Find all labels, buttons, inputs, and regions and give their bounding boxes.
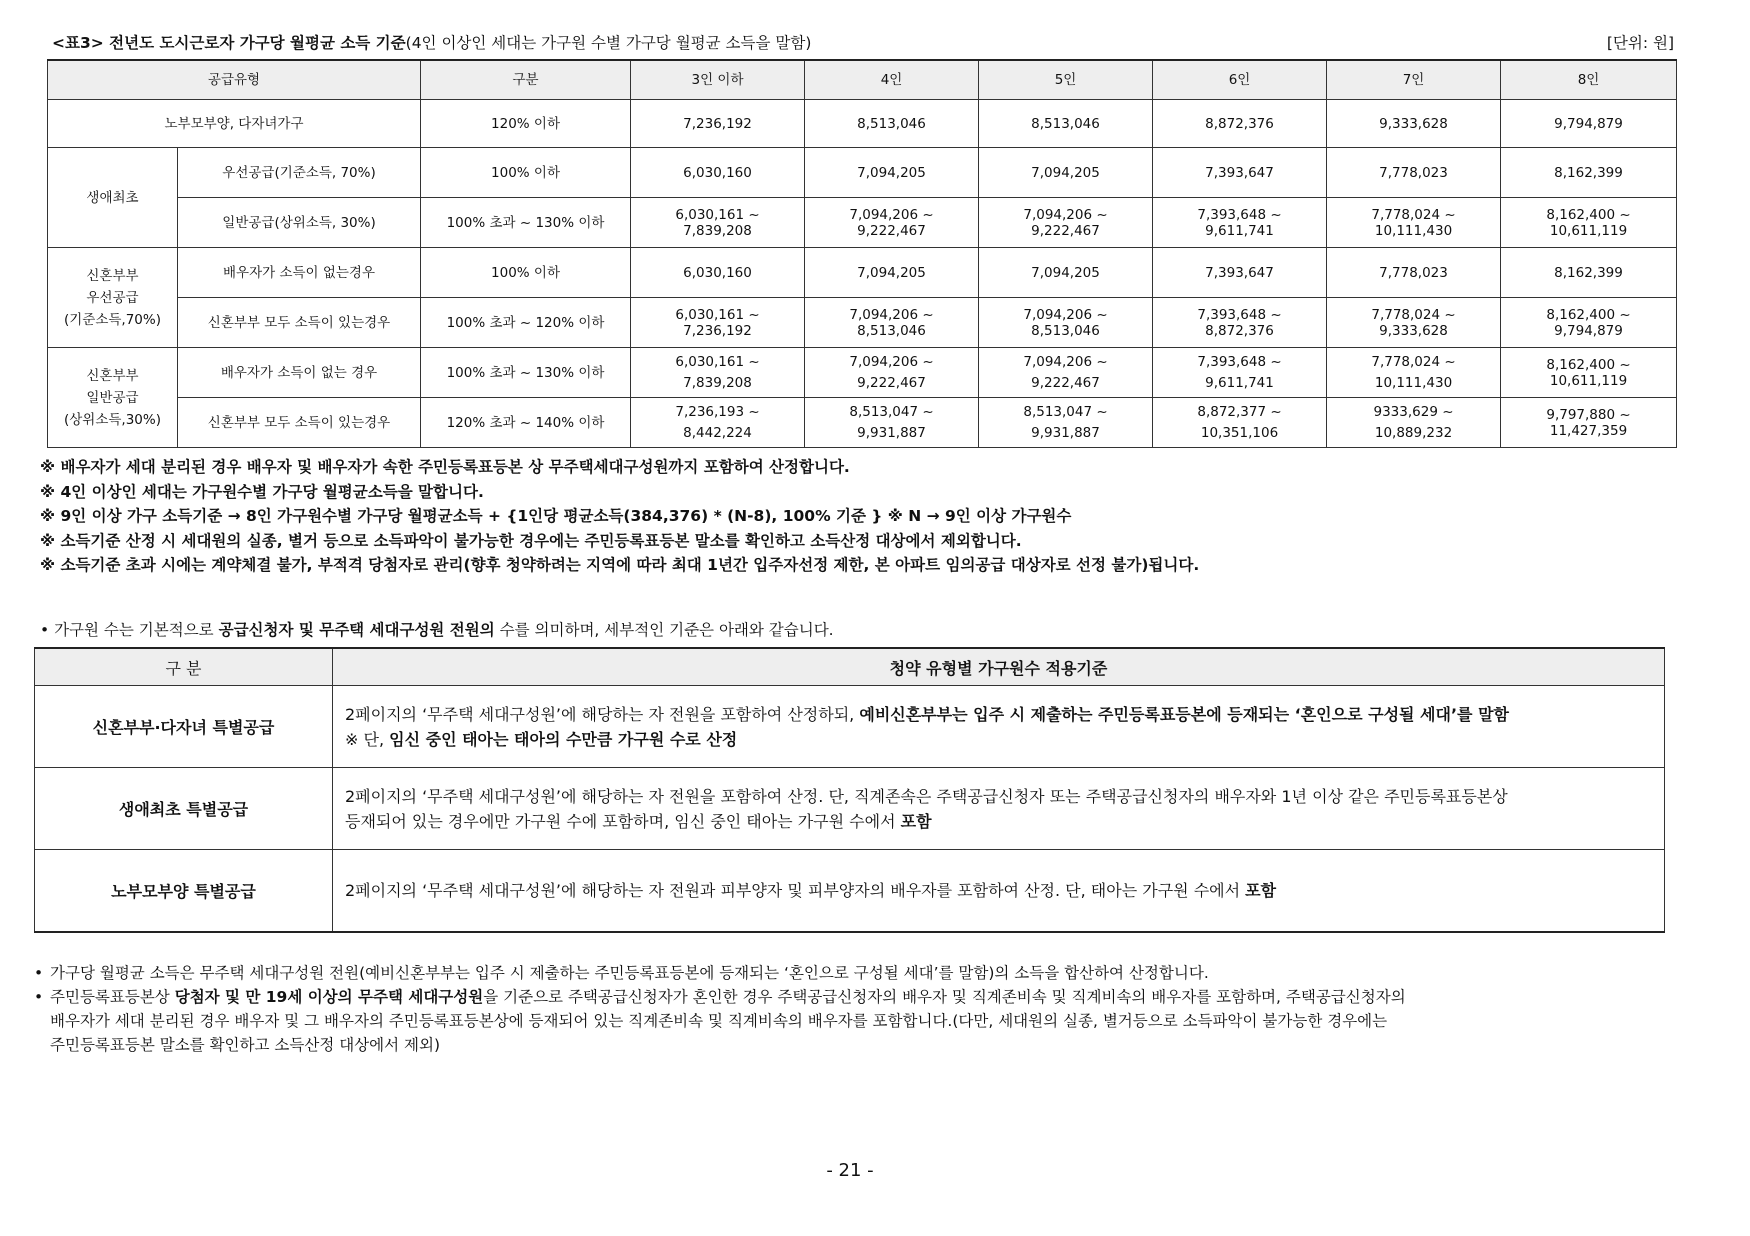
- income-table: [47, 59, 1677, 448]
- range-cell: 9333,629 ~ 10,889,232: [1327, 398, 1501, 448]
- range-cell: 8,162,400 ~ 9,794,879: [1501, 298, 1677, 348]
- category-cell: 생애최초 특별공급: [35, 768, 333, 850]
- value-cell: 7,094,205: [979, 148, 1153, 198]
- table-row: [48, 298, 1677, 348]
- condition-cell: 120% 초과 ~ 140% 이하: [421, 398, 631, 448]
- header-6-persons: 6인: [1153, 60, 1327, 100]
- group-label: 신혼부부 우선공급 (기준소득,70%): [48, 248, 178, 348]
- criteria-cell: 2페이지의 ‘무주택 세대구성원’에 해당하는 자 전원을 포함하여 산정. 단, 직계존속은 주택공급신청자 또는 주택공급신청자의 배우자와 1년 이상 같은 주민등록표등본상 등재되어 있는 경우에만 가구원 수에 포함하며, 임신 중인 태아는 가구원 수에서 포함: [333, 768, 1665, 850]
- criteria-cell: 2페이지의 ‘무주택 세대구성원’에 해당하는 자 전원과 피부양자 및 피부양자의 배우자를 포함하여 산정. 단, 태아는 가구원 수에서 포함: [333, 850, 1665, 932]
- range-cell: 8,162,400 ~ 10,611,119: [1501, 348, 1677, 398]
- range-cell: 7,094,206 ~ 8,513,046: [979, 298, 1153, 348]
- note-line: ※ 4인 이상인 세대는 가구원수별 가구당 월평균소득을 말합니다.: [40, 482, 484, 501]
- value-cell: 7,778,023: [1327, 248, 1501, 298]
- range-cell: 7,094,206 ~ 9,222,467: [805, 348, 979, 398]
- range-cell: 7,094,206 ~ 9,222,467: [805, 198, 979, 248]
- table-row: [48, 248, 1677, 298]
- subtype-cell: 배우자가 소득이 없는경우: [178, 248, 421, 298]
- value-cell: 6,030,160: [631, 248, 805, 298]
- header-7-persons: 7인: [1327, 60, 1501, 100]
- range-cell: 7,778,024 ~ 10,111,430: [1327, 348, 1501, 398]
- group-label: 신혼부부 일반공급 (상위소득,30%): [48, 348, 178, 448]
- bullet-icon: •: [34, 988, 44, 1006]
- header-supply-type: 공급유형: [48, 60, 421, 100]
- household-table-header: [35, 648, 1665, 686]
- header-criteria: 청약 유형별 가구원수 적용기준: [333, 648, 1665, 686]
- household-intro: • 가구원 수는 기본적으로 공급신청자 및 무주택 세대구성원 전원의 수를 의미하며, 세부적인 기준은 아래와 같습니다.: [40, 621, 834, 639]
- header-8-persons: 8인: [1501, 60, 1677, 100]
- bottom-bullets: [34, 961, 1406, 1057]
- condition-cell: 100% 초과 ~ 120% 이하: [421, 298, 631, 348]
- value-cell: 7,094,205: [979, 248, 1153, 298]
- range-cell: 6,030,161 ~ 7,839,208: [631, 348, 805, 398]
- range-cell: 7,393,648 ~ 9,611,741: [1153, 198, 1327, 248]
- bullet-icon: •: [34, 964, 44, 982]
- value-cell: 9,794,879: [1501, 100, 1677, 148]
- table-row: [35, 686, 1665, 768]
- range-cell: 8,162,400 ~ 10,611,119: [1501, 198, 1677, 248]
- subtype-cell: 신혼부부 모두 소득이 있는경우: [178, 398, 421, 448]
- value-cell: 6,030,160: [631, 148, 805, 198]
- range-cell: 8,513,047 ~ 9,931,887: [805, 398, 979, 448]
- value-cell: 7,094,205: [805, 148, 979, 198]
- header-3-persons: 3인 이하: [631, 60, 805, 100]
- table-row: [35, 768, 1665, 850]
- criteria-cell: 2페이지의 ‘무주택 세대구성원’에 해당하는 자 전원을 포함하여 산정하되, 예비신혼부부는 입주 시 제출하는 주민등록표등본에 등재되는 ‘혼인으로 구성될 세대’를 말함 ※ 단, 임신 중인 태아는 태아의 수만큼 가구원 수로 산정: [333, 686, 1665, 768]
- value-cell: 8,513,046: [979, 100, 1153, 148]
- value-cell: 8,513,046: [805, 100, 979, 148]
- condition-cell: 120% 이하: [421, 100, 631, 148]
- table-row: [48, 398, 1677, 448]
- subtype-cell: 일반공급(상위소득, 30%): [178, 198, 421, 248]
- subtype-cell: 신혼부부 모두 소득이 있는경우: [178, 298, 421, 348]
- value-cell: 7,236,192: [631, 100, 805, 148]
- category-cell: 노부모부양 특별공급: [35, 850, 333, 932]
- range-cell: 7,236,193 ~ 8,442,224: [631, 398, 805, 448]
- table3-title: <표3> 전년도 도시근로자 가구당 월평균 소득 기준: [52, 34, 406, 52]
- table-row: [35, 850, 1665, 932]
- page-number: - 21 -: [826, 1160, 874, 1181]
- group-label: 노부모부양, 다자녀가구: [48, 100, 421, 148]
- subtype-cell: 우선공급(기준소득, 70%): [178, 148, 421, 198]
- group-label: 생애최초: [48, 148, 178, 248]
- table3-caption: [52, 32, 1674, 54]
- range-cell: 7,393,648 ~ 8,872,376: [1153, 298, 1327, 348]
- note-line: ※ 소득기준 산정 시 세대원의 실종, 별거 등으로 소득파악이 불가능한 경우에는 주민등록표등본 말소를 확인하고 소득산정 대상에서 제외합니다.: [40, 531, 1022, 550]
- header-category: 구분: [421, 60, 631, 100]
- condition-cell: 100% 이하: [421, 148, 631, 198]
- header-4-persons: 4인: [805, 60, 979, 100]
- table-row: [48, 100, 1677, 148]
- income-table-header: [48, 60, 1677, 100]
- range-cell: 9,797,880 ~ 11,427,359: [1501, 398, 1677, 448]
- condition-cell: 100% 초과 ~ 130% 이하: [421, 198, 631, 248]
- table-row: [48, 198, 1677, 248]
- category-cell: 신혼부부·다자녀 특별공급: [35, 686, 333, 768]
- value-cell: 7,393,647: [1153, 248, 1327, 298]
- header-5-persons: 5인: [979, 60, 1153, 100]
- range-cell: 8,872,377 ~ 10,351,106: [1153, 398, 1327, 448]
- range-cell: 7,094,206 ~ 9,222,467: [979, 198, 1153, 248]
- note-line: ※ 소득기준 초과 시에는 계약체결 불가, 부적격 당첨자로 관리(향후 청약하려는 지역에 따라 최대 1년간 입주자선정 제한, 본 아파트 임의공급 대상자로 선정 불가)됩니다.: [40, 556, 1200, 574]
- value-cell: 8,162,399: [1501, 148, 1677, 198]
- range-cell: 7,393,648 ~ 9,611,741: [1153, 348, 1327, 398]
- bullet-item: • 가구당 월평균 소득은 무주택 세대구성원 전원(예비신혼부부는 입주 시 제출하는 주민등록표등본에 등재되는 ‘혼인으로 구성될 세대’를 말함)의 소득을 합산하여 산정합니다.: [34, 961, 1406, 985]
- condition-cell: 100% 초과 ~ 130% 이하: [421, 348, 631, 398]
- value-cell: 8,872,376: [1153, 100, 1327, 148]
- range-cell: 7,778,024 ~ 9,333,628: [1327, 298, 1501, 348]
- range-cell: 8,513,047 ~ 9,931,887: [979, 398, 1153, 448]
- range-cell: 7,778,024 ~ 10,111,430: [1327, 198, 1501, 248]
- subtype-cell: 배우자가 소득이 없는 경우: [178, 348, 421, 398]
- notes-block: [40, 455, 1199, 578]
- header-division: 구 분: [35, 648, 333, 686]
- table3-unit: [단위: 원]: [1606, 34, 1674, 52]
- value-cell: 7,094,205: [805, 248, 979, 298]
- condition-cell: 100% 이하: [421, 248, 631, 298]
- range-cell: 6,030,161 ~ 7,236,192: [631, 298, 805, 348]
- value-cell: 7,778,023: [1327, 148, 1501, 198]
- household-table: [34, 647, 1665, 933]
- range-cell: 7,094,206 ~ 9,222,467: [979, 348, 1153, 398]
- table3-subtitle: (4인 이상인 세대는 가구원 수별 가구당 월평균 소득을 말함): [405, 34, 812, 52]
- table-row: [48, 348, 1677, 398]
- value-cell: 9,333,628: [1327, 100, 1501, 148]
- value-cell: 7,393,647: [1153, 148, 1327, 198]
- note-line: ※ 배우자가 세대 분리된 경우 배우자 및 배우자가 속한 주민등록표등본 상 무주택세대구성원까지 포함하여 산정합니다.: [40, 458, 850, 476]
- range-cell: 6,030,161 ~ 7,839,208: [631, 198, 805, 248]
- table-row: [48, 148, 1677, 198]
- bullet-item: • 주민등록표등본상 당첨자 및 만 19세 이상의 무주택 세대구성원을 기준으로 주택공급신청자가 혼인한 경우 주택공급신청자의 배우자 및 직계존비속 및 직계비속의 배우자를 포함하며, 주택공급신청자의 배우자가 세대 분리된 경우 배우자 및 그 배우자의 주민등록표등본상에 등재되어 있는 직계존비속 및 직계비속의 배우자를 포함합니다.(다만, 세대원의 실종, 별거등으로 소득파악이 불가능한 경우에는 주민등록표등본 말소를 확인하고 소득산정 대상에서 제외): [34, 985, 1406, 1057]
- value-cell: 8,162,399: [1501, 248, 1677, 298]
- note-line: ※ 9인 이상 가구 소득기준 → 8인 가구원수별 가구당 월평균소득 + {1인당 평균소득(384,376) * (N-8), 100% 기준 } ※ N → 9인 이상 가구원수: [40, 507, 1072, 525]
- range-cell: 7,094,206 ~ 8,513,046: [805, 298, 979, 348]
